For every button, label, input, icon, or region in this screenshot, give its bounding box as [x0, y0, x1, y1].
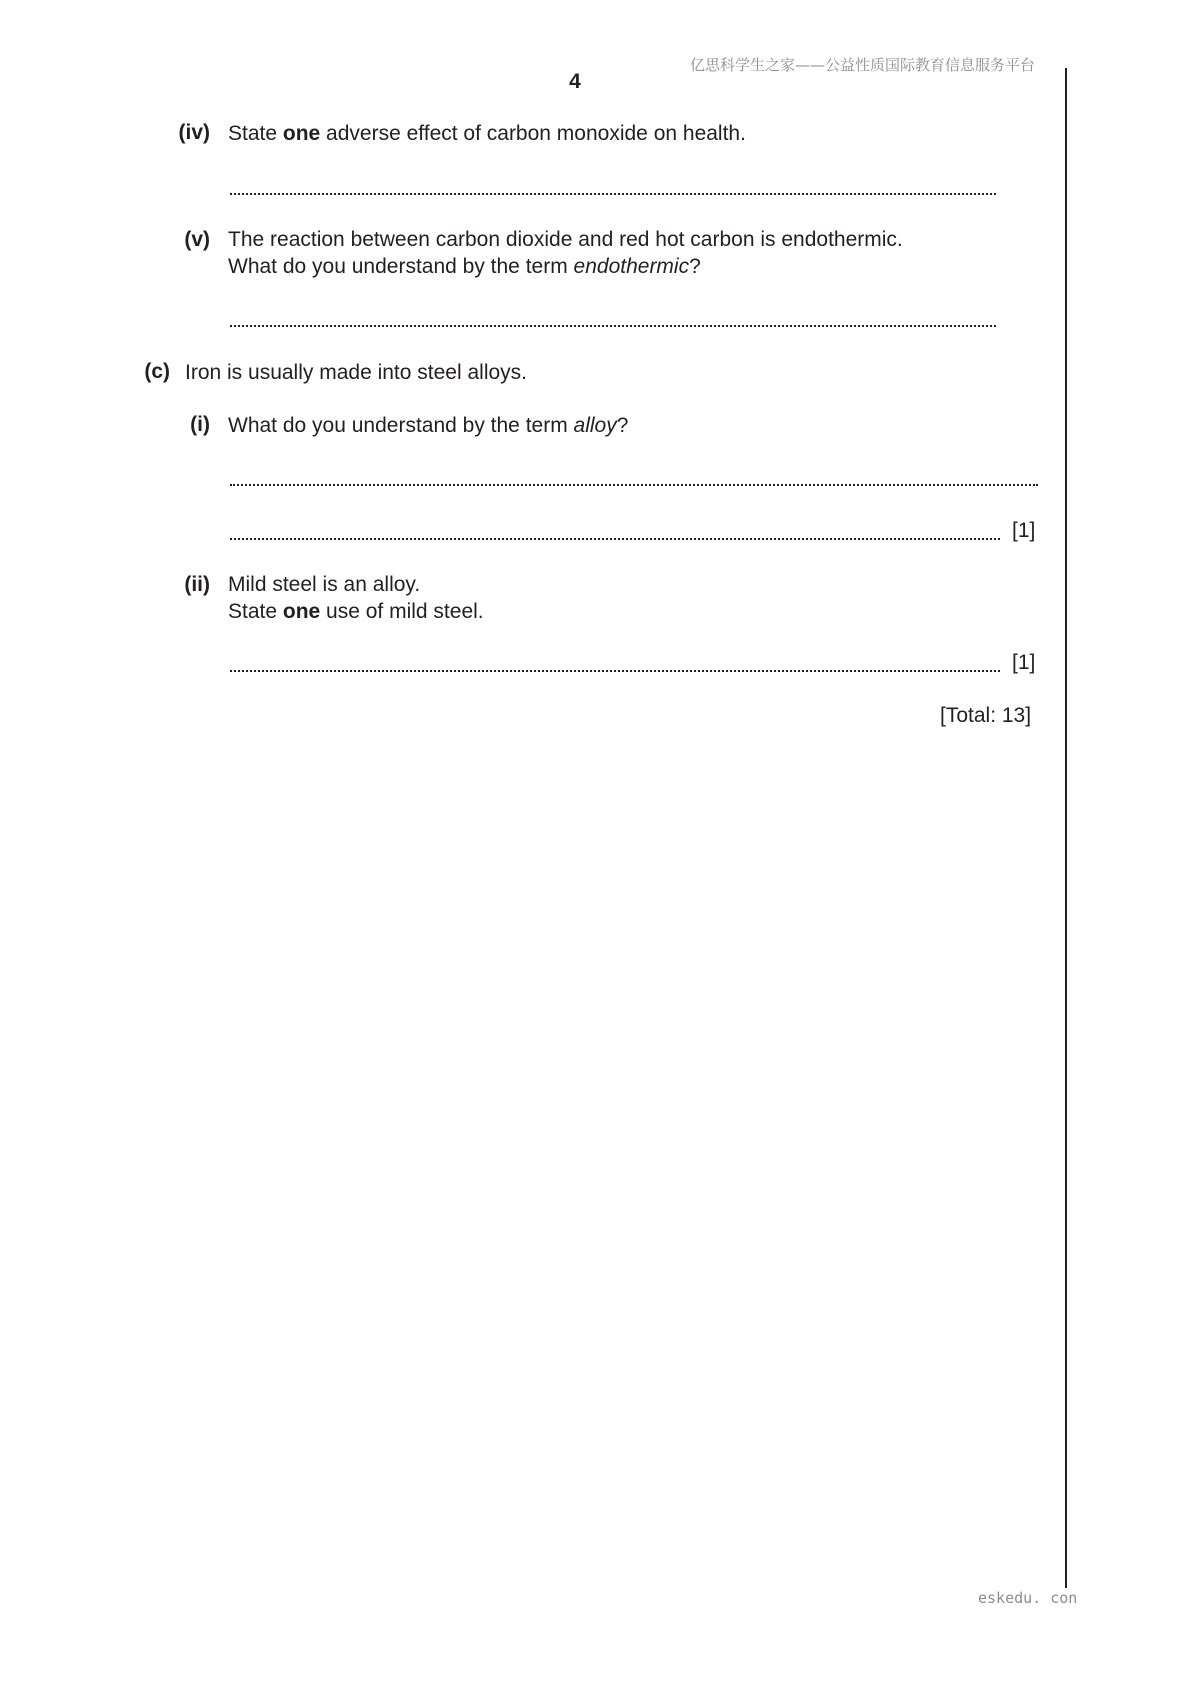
- question-iv-text-bold: one: [282, 122, 321, 145]
- question-v-line1: The reaction between carbon dioxide and red hot carbon is endothermic.: [228, 228, 903, 251]
- answer-line-c-ii[interactable]: [230, 670, 1000, 672]
- question-c-text: Iron is usually made into steel alloys.: [185, 361, 527, 384]
- question-c-i-text-pre: What do you understand by the term: [228, 414, 574, 437]
- answer-line-c-i-1[interactable]: [230, 484, 1038, 486]
- question-v-label: (v): [184, 228, 210, 251]
- footer-watermark: eskedu. con: [978, 1589, 1078, 1607]
- question-c-ii-line2-pre: State: [228, 600, 283, 623]
- question-c-ii-label: (ii): [184, 573, 210, 596]
- page-number: 4: [569, 70, 581, 93]
- mark-c-ii: [1]: [1012, 651, 1036, 674]
- question-v-line2-italic: endothermic: [573, 255, 690, 278]
- question-v-line2-pre: What do you understand by the term: [228, 255, 574, 278]
- question-v-line2-post: ?: [689, 255, 701, 278]
- margin-rule: [1065, 68, 1067, 1588]
- question-c-i-text: [228, 412, 628, 439]
- question-c-i-text-post: ?: [616, 414, 629, 437]
- question-c-i-label: (i): [190, 413, 210, 436]
- total-marks: [Total: 13]: [940, 704, 1032, 727]
- question-iv-text: [228, 120, 746, 147]
- question-c-ii-line2: [228, 598, 484, 625]
- question-c-ii-line2-bold: one: [282, 600, 321, 623]
- question-v-line2: [228, 253, 701, 280]
- question-c-label: (c): [144, 360, 170, 383]
- question-c-ii-line1: Mild steel is an alloy.: [228, 573, 421, 596]
- question-iv-label: (iv): [178, 121, 210, 144]
- answer-line-iv[interactable]: [230, 193, 996, 195]
- question-c-ii-line2-post: use of mild steel.: [320, 600, 484, 623]
- header-watermark: 亿思科学生之家——公益性质国际教育信息服务平台: [690, 56, 1036, 74]
- question-iv-text-post: adverse effect of carbon monoxide on health.: [320, 122, 746, 145]
- question-c-i-text-italic: alloy: [573, 414, 617, 437]
- answer-line-v[interactable]: [230, 325, 996, 327]
- mark-c-i: [1]: [1012, 519, 1036, 542]
- question-iv-text-pre: State: [228, 122, 283, 145]
- answer-line-c-i-2[interactable]: [230, 538, 1000, 540]
